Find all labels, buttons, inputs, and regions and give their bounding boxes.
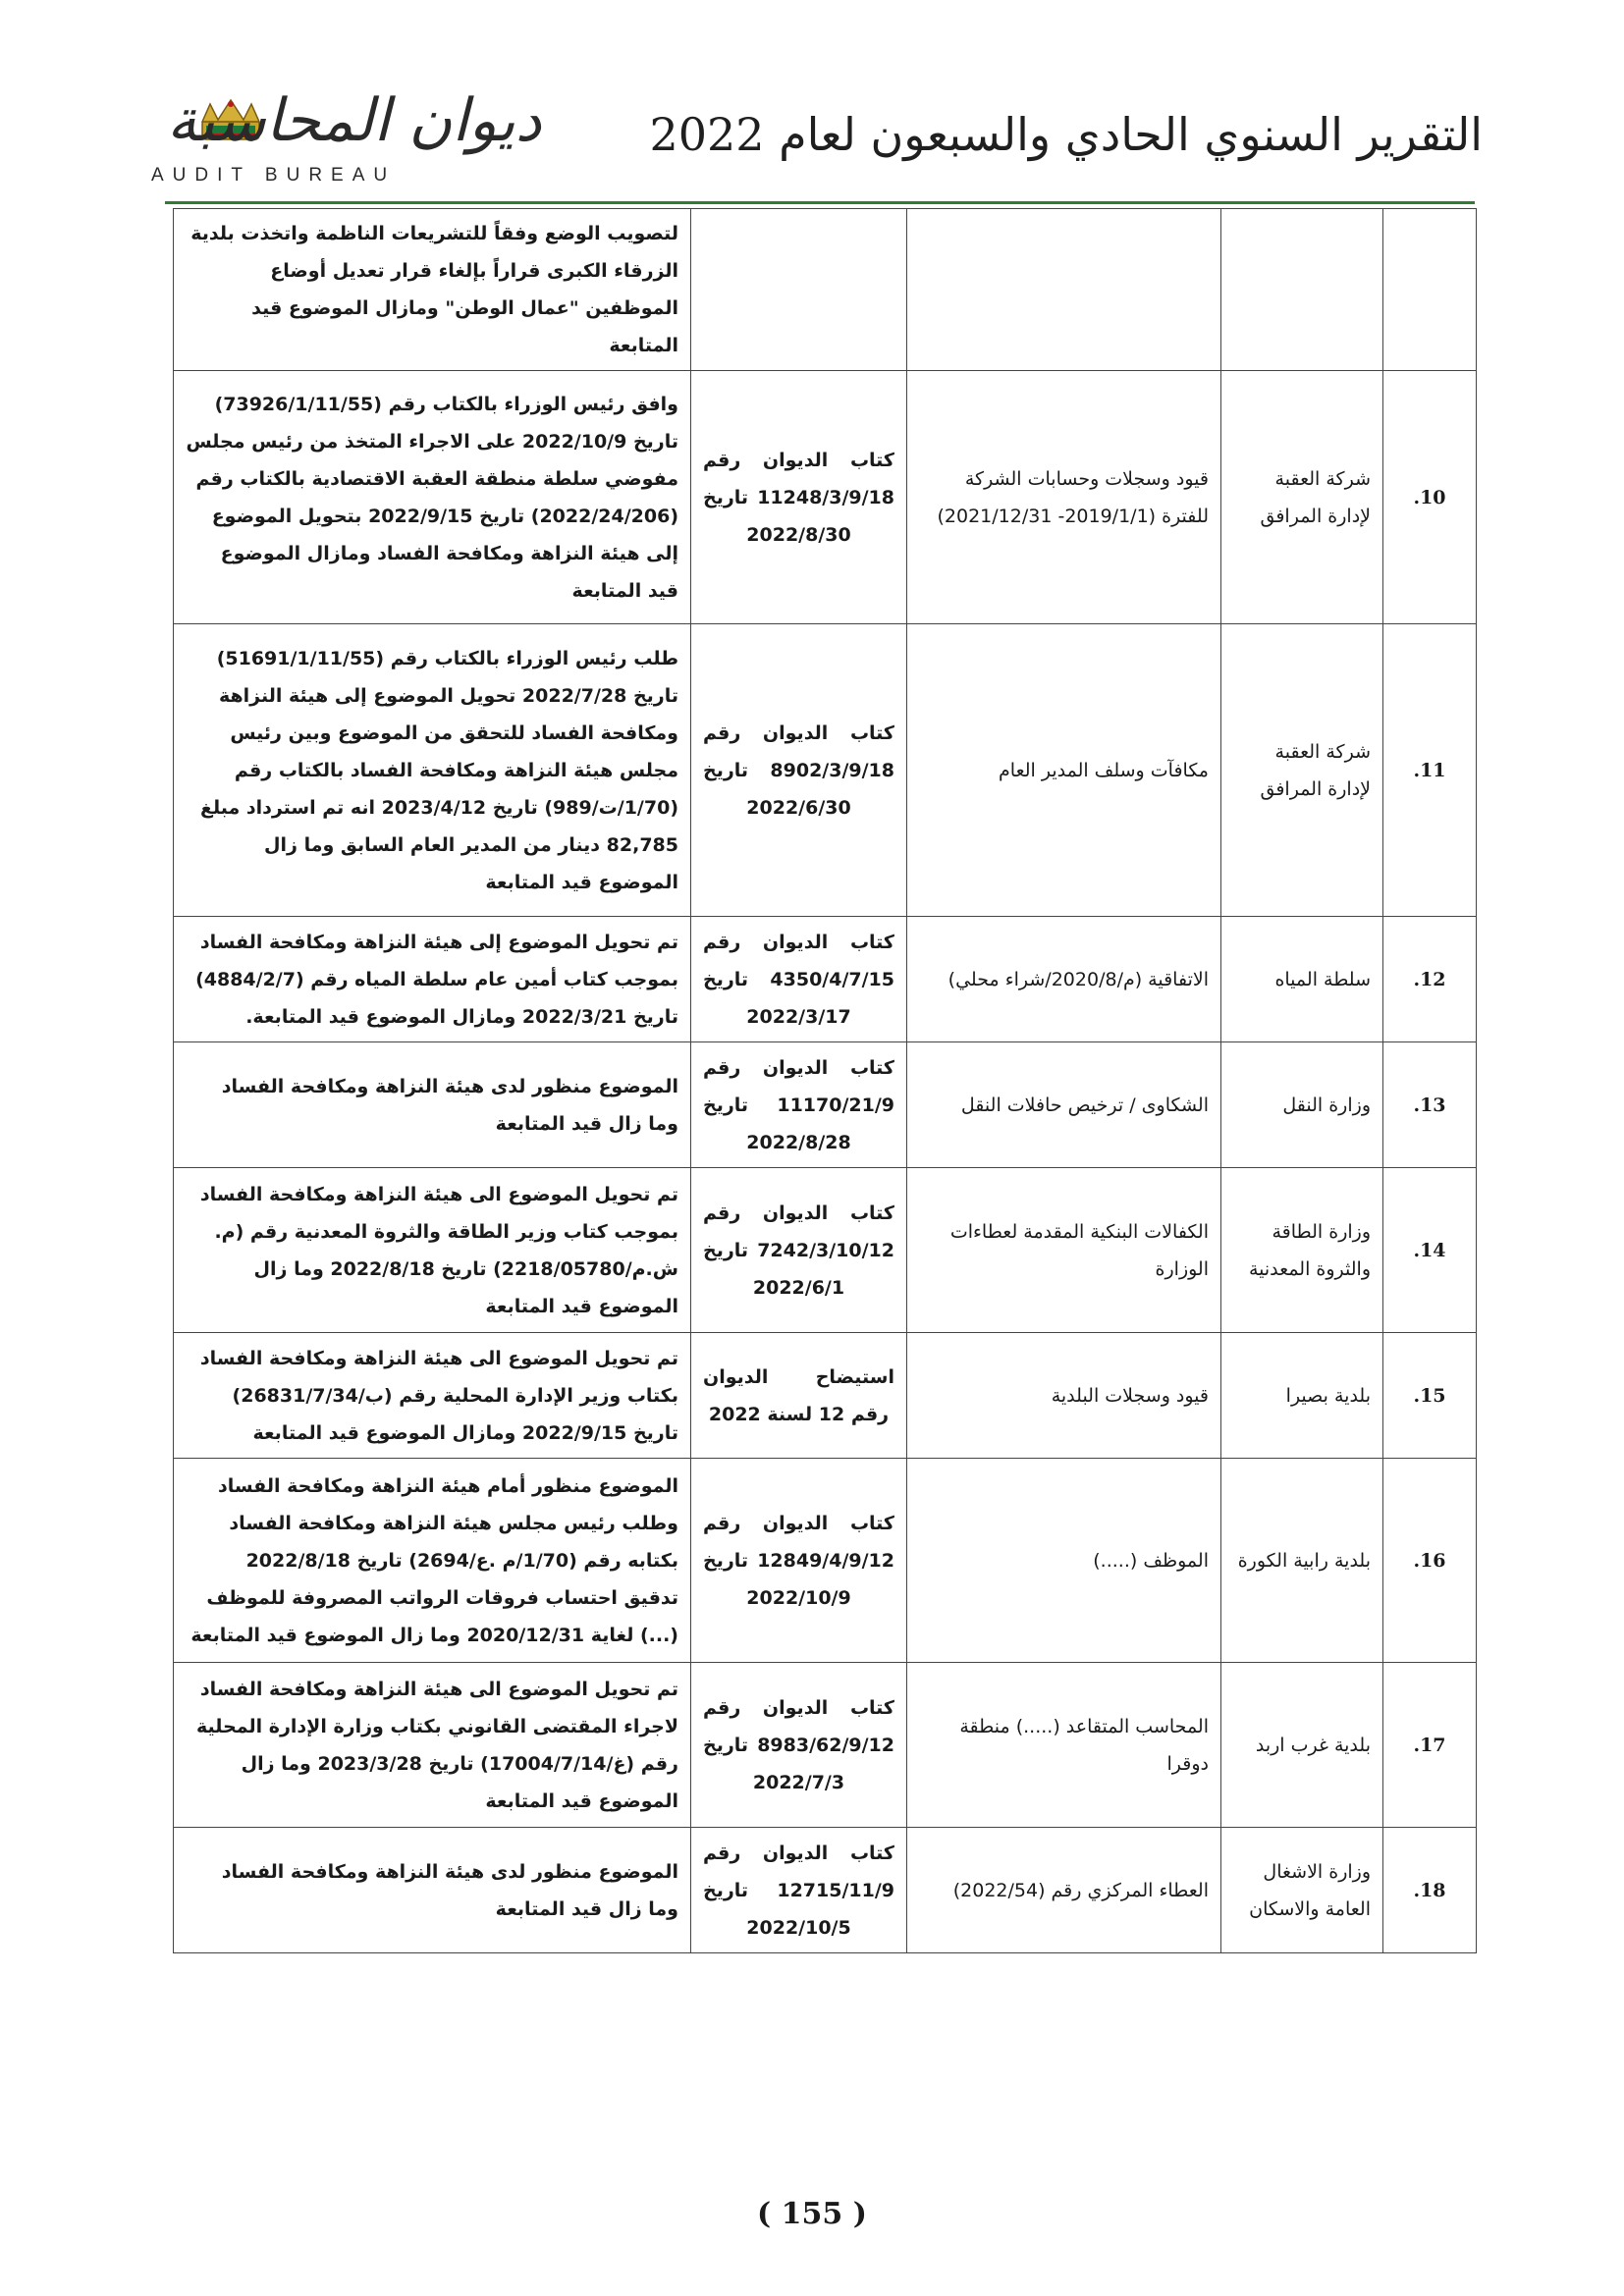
row-number: 17. [1383,1663,1477,1828]
row-number: 13. [1383,1042,1477,1168]
table-row [174,1828,1477,1953]
entity-cell: بلدية بصيرا [1221,1333,1383,1459]
action-cell: وافق رئيس الوزراء بالكتاب رقم (73926/1/11/55) تاريخ 2022/10/9 على الاجراء المتخذ من رئيس مجلس مفوضي سلطة منطقة العقبة الاقتصادية بالكتاب رقم (2022/24/206) تاريخ 2022/9/15 بتحويل الموضوع إلى هيئة النزاهة ومكافحة الفساد ومازال الموضوع قيد المتابعة [174,371,691,624]
reference-cell [691,209,907,371]
subject-cell: الموظف (.....) [907,1459,1221,1663]
page-number: ( 155 ) [757,2197,867,2231]
action-cell: طلب رئيس الوزراء بالكتاب رقم (51691/1/11/55) تاريخ 2022/7/28 تحويل الموضوع إلى هيئة النزاهة ومكافحة الفساد للتحقق من الموضوع وبين رئيس مجلس هيئة النزاهة ومكافحة الفساد بالكتاب رقم (1/70/ت/989) تاريخ 2023/4/12 انه تم استرداد مبلغ 82,785 دينار من المدير العام السابق وما زال الموضوع قيد المتابعة [174,624,691,917]
action-cell: الموضوع منظور لدى هيئة النزاهة ومكافحة الفساد وما زال قيد المتابعة [174,1042,691,1168]
table-row [174,624,1477,917]
entity-cell: بلدية غرب اربد [1221,1663,1383,1828]
entity-cell: وزارة الاشغال العامة والاسكان [1221,1828,1383,1953]
subject-cell: الكفالات البنكية المقدمة لعطاءات الوزارة [907,1168,1221,1333]
action-cell: تم تحويل الموضوع الى هيئة النزاهة ومكافحة الفساد بكتاب وزير الإدارة المحلية رقم (ب/26831/7/34) تاريخ 2022/9/15 ومازال الموضوع قيد المتابعة [174,1333,691,1459]
entity-cell [1221,209,1383,371]
table-row [174,1663,1477,1828]
entity-cell: وزارة الطاقة والثروة المعدنية [1221,1168,1383,1333]
entity-cell: شركة العقبة لإدارة المرافق [1221,371,1383,624]
table-row [174,1333,1477,1459]
page-header [147,59,1483,196]
logo-english-text: AUDIT BUREAU [151,165,397,186]
reference-cell: كتاب الديوان رقم 12715/11/9 تاريخ 2022/10/5 [691,1828,907,1953]
followup-table [173,208,1477,1953]
audit-bureau-logo [147,59,542,191]
subject-cell: الاتفاقية (م/2020/8/شراء محلي) [907,917,1221,1042]
action-cell: تم تحويل الموضوع الى هيئة النزاهة ومكافحة الفساد بموجب كتاب وزير الطاقة والثروة المعدنية رقم (م. ش.م/2218/05780) تاريخ 2022/8/18 وما زال الموضوع قيد المتابعة [174,1168,691,1333]
action-cell: تم تحويل الموضوع الى هيئة النزاهة ومكافحة الفساد لاجراء المقتضى القانوني بكتاب وزارة الإدارة المحلية رقم (غ/17004/7/14) تاريخ 2023/3/28 وما زال الموضوع قيد المتابعة [174,1663,691,1828]
table-row [174,917,1477,1042]
action-cell: تم تحويل الموضوع إلى هيئة النزاهة ومكافحة الفساد بموجب كتاب أمين عام سلطة المياه رقم (4884/2/7) تاريخ 2022/3/21 ومازال الموضوع قيد المتابعة. [174,917,691,1042]
table-row [174,209,1477,371]
row-number: 12. [1383,917,1477,1042]
action-cell: الموضوع منظور أمام هيئة النزاهة ومكافحة الفساد وطلب رئيس مجلس هيئة النزاهة ومكافحة الفساد بكتابه رقم (1/70/م .ع/2694) تاريخ 2022/8/18 تدقيق احتساب فروقات الرواتب المصروفة للموظف (...) لغاية 2020/12/31 وما زال الموضوع قيد المتابعة [174,1459,691,1663]
subject-cell: المحاسب المتقاعد (.....) منطقة دوقرا [907,1663,1221,1828]
subject-cell: العطاء المركزي رقم (2022/54) [907,1828,1221,1953]
subject-cell: مكافآت وسلف المدير العام [907,624,1221,917]
entity-cell: شركة العقبة لإدارة المرافق [1221,624,1383,917]
row-number: 10. [1383,371,1477,624]
reference-cell: كتاب الديوان رقم 11248/3/9/18 تاريخ 2022/8/30 [691,371,907,624]
reference-cell: كتاب الديوان رقم 12849/4/9/12 تاريخ 2022/10/9 [691,1459,907,1663]
reference-cell: كتاب الديوان رقم 8983/62/9/12 تاريخ 2022/7/3 [691,1663,907,1828]
subject-cell: قيود وسجلات البلدية [907,1333,1221,1459]
header-divider [165,201,1475,204]
reference-cell: استيضاح الديوان رقم 12 لسنة 2022 [691,1333,907,1459]
logo-arabic-text: ديوان المحاسبة [167,86,542,155]
row-number: 14. [1383,1168,1477,1333]
entity-cell: وزارة النقل [1221,1042,1383,1168]
table-row [174,1042,1477,1168]
entity-cell: بلدية رابية الكورة [1221,1459,1383,1663]
reference-cell: كتاب الديوان رقم 7242/3/10/12 تاريخ 2022/6/1 [691,1168,907,1333]
action-cell: لتصويب الوضع وفقاً للتشريعات الناظمة واتخذت بلدية الزرقاء الكبرى قراراً بإلغاء قرار تعديل أوضاع الموظفين "عمال الوطن" ومازال الموضوع قيد المتابعة [174,209,691,371]
row-number: 15. [1383,1333,1477,1459]
reference-cell: كتاب الديوان رقم 11170/21/9 تاريخ 2022/8/28 [691,1042,907,1168]
subject-cell: الشكاوى / ترخيص حافلات النقل [907,1042,1221,1168]
row-number: 16. [1383,1459,1477,1663]
action-cell: الموضوع منظور لدى هيئة النزاهة ومكافحة الفساد وما زال قيد المتابعة [174,1828,691,1953]
table-row [174,1168,1477,1333]
reference-cell: كتاب الديوان رقم 8902/3/9/18 تاريخ 2022/6/30 [691,624,907,917]
table-row [174,371,1477,624]
subject-cell: قيود وسجلات وحسابات الشركة للفترة (2019/1/1- 2021/12/31) [907,371,1221,624]
subject-cell [907,209,1221,371]
row-number: 11. [1383,624,1477,917]
row-number: 18. [1383,1828,1477,1953]
entity-cell: سلطة المياه [1221,917,1383,1042]
reference-cell: كتاب الديوان رقم 4350/4/7/15 تاريخ 2022/3/17 [691,917,907,1042]
row-number [1383,209,1477,371]
report-title: التقرير السنوي الحادي والسبعون لعام 2022 [649,108,1483,161]
table-row [174,1459,1477,1663]
